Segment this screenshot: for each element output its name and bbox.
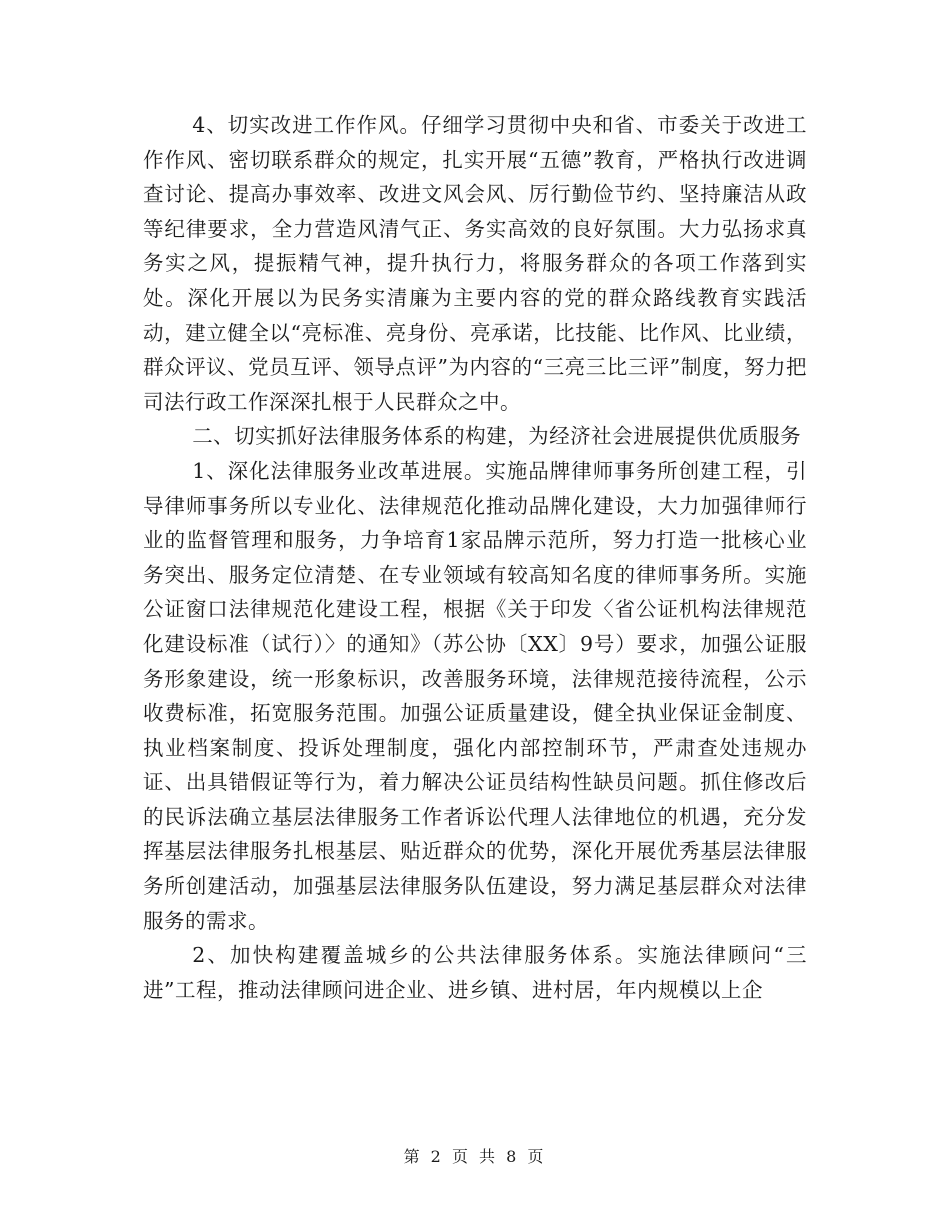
page-label-mid: 页 共 (451, 1147, 499, 1166)
paragraph-work-style: 4、切实改进工作作风。仔细学习贯彻中央和省、市委关于改进工作作风、密切联系群众的规定，扎实开展“五德”教育，严格执行改进调查讨论、提高办事效率、改进文风会风、厉行勤俭节约、坚持廉洁从政等纪律要求，全力营造风清气正、务实高效的良好氛围。大力弘扬求真务实之风，提振精气神，提升执行力，将服务群众的各项工作落到实处。深化开展以为民务实清廉为主要内容的党的群众路线教育实践活动，建立健全以“亮标准、亮身份、亮承诺，比技能、比作风、比业绩，群众评议、党员互评、领导点评”为内容的“三亮三比三评”制度，努力把司法行政工作深深扎根于人民群众之中。 (143, 113, 807, 414)
page-label-suffix: 页 (527, 1147, 547, 1166)
page-total-number: 8 (506, 1147, 520, 1166)
section-heading-legal-service: 二、切实抓好法律服务体系的构建，为经济社会进展提供优质服务 (192, 424, 802, 449)
document-body (143, 108, 807, 1007)
page-current-number: 2 (430, 1147, 444, 1166)
page-number-footer (0, 1147, 950, 1167)
page-label-prefix: 第 (403, 1147, 423, 1166)
paragraph-public-legal-service: 2、加快构建覆盖城乡的公共法律服务体系。实施法律顾问“三进”工程，推动法律顾问进企业、进乡镇、进村居，年内规模以上企 (143, 943, 807, 1002)
paragraph-legal-service-reform: 1、深化法律服务业改革进展。实施品牌律师事务所创建工程，引导律师事务所以专业化、法律规范化推动品牌化建设，大力加强律师行业的监督管理和服务，力争培育1家品牌示范所，努力打造一批核心业务突出、服务定位清楚、在专业领域有较高知名度的律师事务所。实施公证窗口法律规范化建设工程，根据《关于印发〈省公证机构法律规范化建设标准（试行）〉的通知》（苏公协〔XX〕9号）要求，加强公证服务形象建设，统一形象标识，改善服务环境，法律规范接待流程，公示收费标准，拓宽服务范围。加强公证质量建设，健全执业保证金制度、执业档案制度、投诉处理制度，强化内部控制环节，严肃查处违规办证、出具错假证等行为，着力解决公证员结构性缺员问题。抓住修改后的民诉法确立基层法律服务工作者诉讼代理人法律地位的机遇，充分发挥基层法律服务扎根基层、贴近群众的优势，深化开展优秀基层法律服务所创建活动，加强基层法律服务队伍建设，努力满足基层群众对法律服务的需求。 (143, 458, 807, 933)
